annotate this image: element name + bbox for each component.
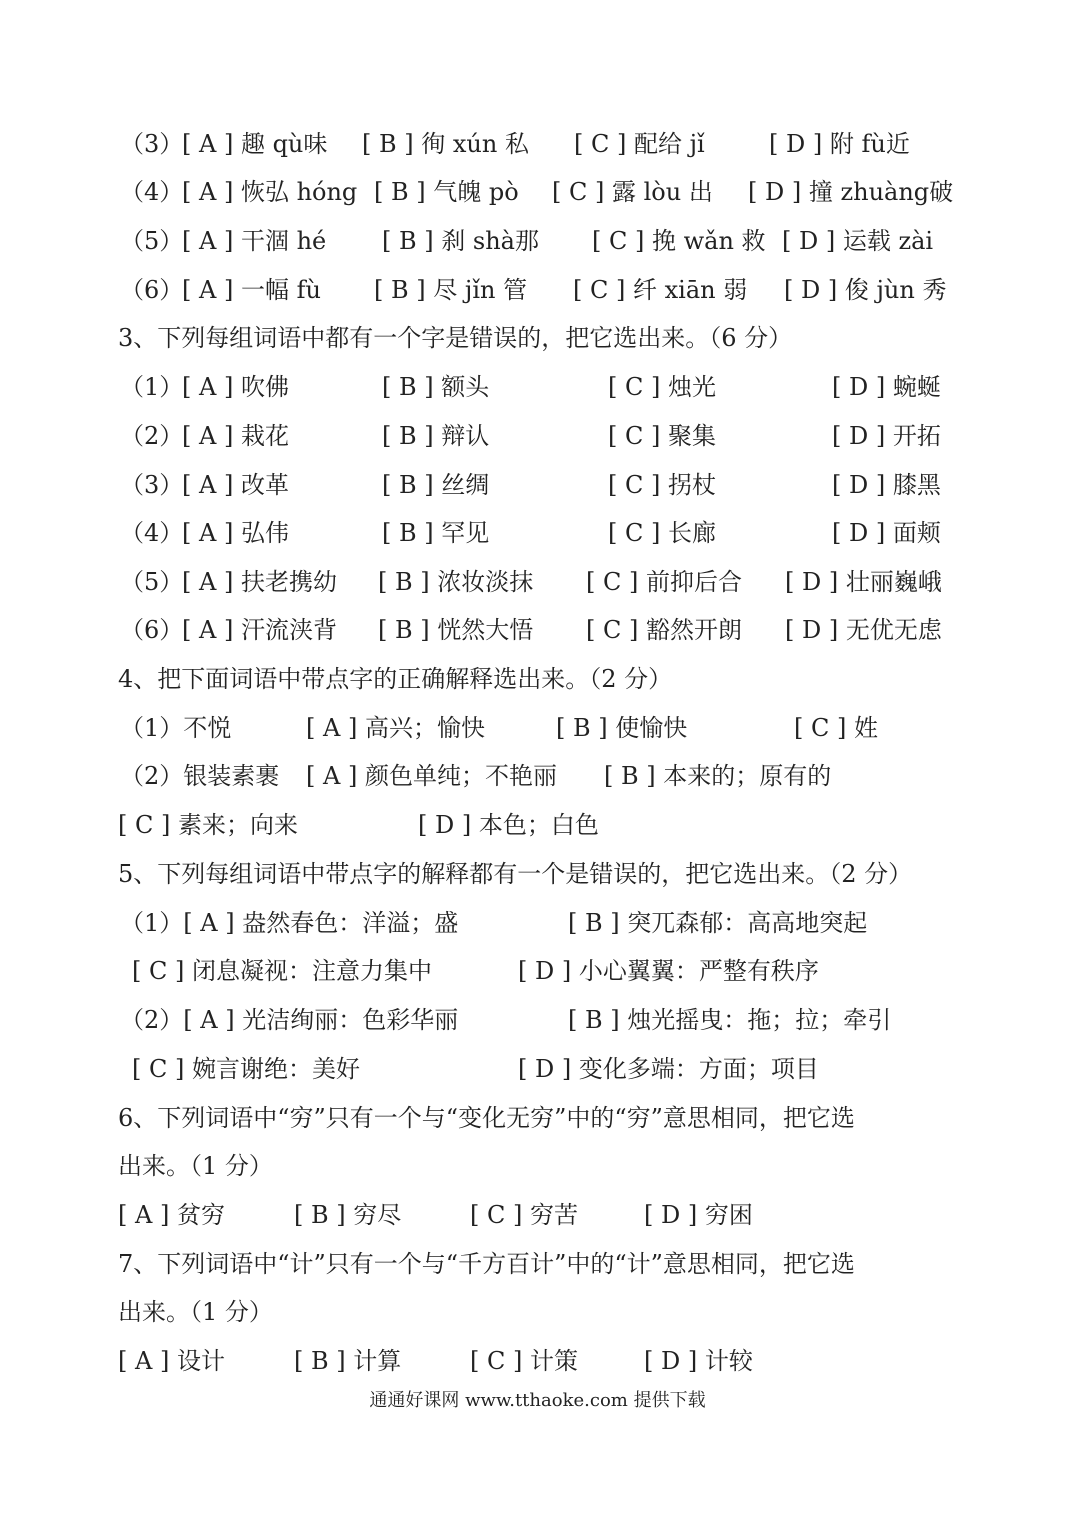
option-c: [ C ] 豁然开朗	[586, 616, 742, 644]
option-d: [ D ] 开拓	[832, 422, 941, 450]
row-number: （3）	[120, 130, 184, 158]
q3-title	[0, 318, 1075, 358]
option-d: [ D ] 运载 zài	[782, 227, 934, 255]
q3-row-6	[0, 610, 1075, 650]
q5-title	[0, 854, 1075, 894]
option-a: [ A ] 汗流浃背	[182, 616, 337, 644]
option-b: [ B ] 额头	[382, 373, 490, 401]
q2-row-6	[0, 270, 1075, 310]
option-d: [ D ] 俊 jùn 秀	[784, 276, 947, 304]
option-a: [ A ] 贫穷	[118, 1201, 225, 1229]
option-a: [ A ] 一幅 fù	[182, 276, 321, 304]
question-title: 3、下列每组词语中都有一个字是错误的，把它选出来。（6 分）	[118, 324, 793, 352]
q4-line-2	[0, 756, 1075, 796]
option-d: [ D ] 变化多端：方面；项目	[518, 1055, 819, 1083]
row-number: （6）	[120, 276, 184, 304]
q3-row-4	[0, 513, 1075, 553]
option-d: [ D ] 面颊	[832, 519, 941, 547]
q5-line-1	[0, 903, 1075, 943]
option-c: [ C ] 长廊	[608, 519, 716, 547]
option-c: [ C ] 纤 xiān 弱	[573, 276, 748, 304]
option-c: [ C ] 婉言谢绝：美好	[132, 1055, 360, 1083]
target-word: （2）银装素裹	[120, 762, 280, 790]
option-b: [ B ] 刹 shà那	[382, 227, 539, 255]
option-c: [ C ] 挽 wǎn 救	[592, 227, 766, 255]
option-d: [ D ] 本色；白色	[418, 811, 599, 839]
option-c: [ C ] 姓	[794, 714, 878, 742]
q7-options	[0, 1341, 1075, 1381]
option-c: [ C ] 素来；向来	[118, 811, 298, 839]
option-d: [ D ] 小心翼翼：严整有秩序	[518, 957, 819, 985]
option-a: [ A ] 趣 qù味	[182, 130, 328, 158]
q5-line-4	[0, 1049, 1075, 1089]
q5-line-2	[0, 951, 1075, 991]
q4-line-1	[0, 708, 1075, 748]
option-b: [ B ] 烛光摇曳：拖；拉；牵引	[568, 1006, 892, 1034]
option-d: [ D ] 附 fù近	[769, 130, 910, 158]
option-b: [ B ] 突兀森郁：高高地突起	[568, 909, 868, 937]
q6-title	[0, 1098, 1075, 1138]
option-b: [ B ] 穷尽	[294, 1201, 402, 1229]
row-number: （5）	[120, 568, 184, 596]
question-title: 7、下列词语中“计”只有一个与“千方百计”中的“计”意思相同，把它选	[118, 1250, 855, 1278]
q6-options	[0, 1195, 1075, 1235]
row-number: （4）	[120, 178, 184, 206]
option-b: [ B ] 丝绸	[382, 471, 490, 499]
option-c: [ C ] 配给 jǐ	[574, 130, 705, 158]
option-c: [ C ] 露 lòu 出	[552, 178, 713, 206]
option-d: [ D ] 蜿蜒	[832, 373, 941, 401]
option-a: （2）[ A ] 光洁绚丽：色彩华丽	[120, 1006, 459, 1034]
option-c: [ C ] 前抑后合	[586, 568, 742, 596]
option-a: [ A ] 干涸 hé	[182, 227, 327, 255]
option-a: [ A ] 设计	[118, 1347, 225, 1375]
q7-title	[0, 1244, 1075, 1284]
question-title: 6、下列词语中“穷”只有一个与“变化无穷”中的“穷”意思相同，把它选	[118, 1104, 855, 1132]
row-number: （4）	[120, 519, 184, 547]
question-title-continued: 出来。（1 分）	[118, 1152, 273, 1180]
option-b: [ B ] 恍然大悟	[378, 616, 534, 644]
q3-row-3	[0, 465, 1075, 505]
q3-row-5	[0, 562, 1075, 602]
option-c: [ C ] 穷苦	[470, 1201, 578, 1229]
option-c: [ C ] 聚集	[608, 422, 716, 450]
option-a: [ A ] 扶老携幼	[182, 568, 337, 596]
option-d: [ D ] 撞 zhuàng破	[748, 178, 954, 206]
option-d: [ D ] 壮丽巍峨	[785, 568, 942, 596]
row-number: （1）	[120, 373, 184, 401]
option-c: [ C ] 计策	[470, 1347, 578, 1375]
option-d: [ D ] 无优无虑	[785, 616, 942, 644]
option-c: [ C ] 烛光	[608, 373, 716, 401]
option-c: [ C ] 拐杖	[608, 471, 716, 499]
option-a: （1）[ A ] 盎然春色：洋溢；盛	[120, 909, 459, 937]
option-a: [ A ] 吹佛	[182, 373, 289, 401]
q2-row-4	[0, 172, 1075, 212]
option-b: [ B ] 罕见	[382, 519, 490, 547]
q4-title	[0, 659, 1075, 699]
q3-row-1	[0, 367, 1075, 407]
target-word: （1）不悦	[120, 714, 232, 742]
q4-line-3	[0, 805, 1075, 845]
option-b: [ B ] 尽 jǐn 管	[374, 276, 528, 304]
option-d: [ D ] 膝黑	[832, 471, 941, 499]
q5-line-3	[0, 1000, 1075, 1040]
q3-row-2	[0, 416, 1075, 456]
option-d: [ D ] 计较	[644, 1347, 753, 1375]
option-a: [ A ] 高兴；愉快	[306, 714, 485, 742]
q2-row-5	[0, 221, 1075, 261]
option-a: [ A ] 颜色单纯；不艳丽	[306, 762, 557, 790]
option-b: [ B ] 计算	[294, 1347, 402, 1375]
question-title: 4、把下面词语中带点字的正确解释选出来。（2 分）	[118, 665, 673, 693]
option-a: [ A ] 改革	[182, 471, 289, 499]
option-b: [ B ] 浓妆淡抹	[378, 568, 534, 596]
option-a: [ A ] 恢弘 hóng	[182, 178, 358, 206]
row-number: （6）	[120, 616, 184, 644]
q7-title-continued	[0, 1292, 1075, 1332]
option-a: [ A ] 栽花	[182, 422, 289, 450]
option-a: [ A ] 弘伟	[182, 519, 289, 547]
question-title-continued: 出来。（1 分）	[118, 1298, 273, 1326]
page-footer: 通通好课网 www.tthaoke.com 提供下载	[369, 1390, 706, 1411]
option-b: [ B ] 本来的；原有的	[604, 762, 832, 790]
row-number: （3）	[120, 471, 184, 499]
question-title: 5、下列每组词语中带点字的解释都有一个是错误的，把它选出来。（2 分）	[118, 860, 913, 888]
option-b: [ B ] 徇 xún 私	[362, 130, 529, 158]
q2-row-3	[0, 124, 1075, 164]
option-c: [ C ] 闭息凝视：注意力集中	[132, 957, 432, 985]
row-number: （5）	[120, 227, 184, 255]
option-b: [ B ] 气魄 pò	[374, 178, 519, 206]
option-b: [ B ] 辩认	[382, 422, 490, 450]
option-d: [ D ] 穷困	[644, 1201, 753, 1229]
q6-title-continued	[0, 1146, 1075, 1186]
option-b: [ B ] 使愉快	[556, 714, 688, 742]
row-number: （2）	[120, 422, 184, 450]
